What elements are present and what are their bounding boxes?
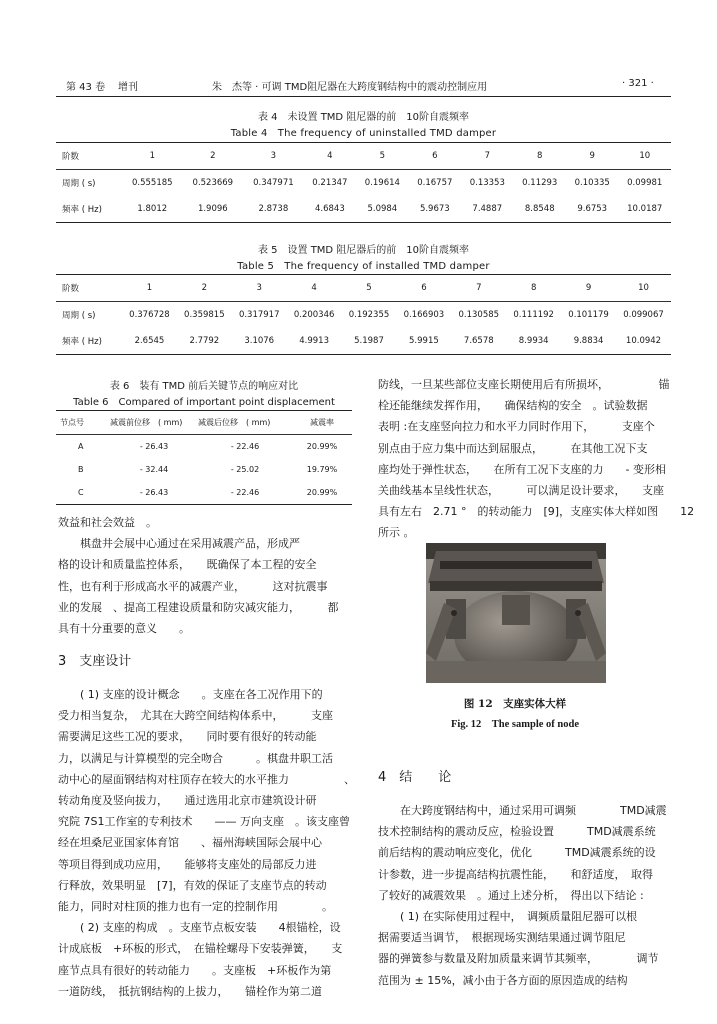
- table-cell: 4.6843: [315, 204, 345, 214]
- table5-header-row: [56, 275, 671, 302]
- table4-order: 10: [639, 151, 651, 161]
- table-row: [56, 302, 671, 329]
- header-rule: [56, 96, 671, 97]
- table-cell: A: [78, 442, 84, 451]
- table4-header-label: 阶数: [62, 152, 80, 162]
- table-cell: 8.9934: [518, 336, 549, 346]
- table-row: [56, 481, 352, 505]
- table5-order: 6: [421, 283, 427, 293]
- text-line: ( 2) 支座的构成 。支座节点板安装 4根锚栓，设: [58, 921, 341, 935]
- figure12-caption-en: Fig. 12 The sample of node: [450, 719, 580, 730]
- text-line: 效益和社会效益 。: [58, 516, 157, 529]
- table-cell: 9.8834: [573, 336, 604, 346]
- left-intro-paragraph: [58, 512, 339, 639]
- table4-order: 2: [210, 151, 216, 161]
- table-cell: 0.359815: [184, 310, 225, 320]
- text-line: 在大跨度钢结构中，通过采用可调频 TMD减震: [378, 804, 667, 817]
- table4-row-label: 周期 ( s): [62, 179, 96, 189]
- table-cell: 10.0942: [625, 336, 662, 346]
- text-line: ( 1) 支座的设计概念 。支座在各工况作用下的: [58, 688, 323, 701]
- text-line: 所示 。: [378, 526, 415, 540]
- text-line: 格的设计和质量监控体系， 既确保了本工程的安全: [58, 558, 317, 572]
- table5-order: 3: [256, 283, 262, 293]
- table5: [56, 275, 671, 355]
- text-line: 业的发展 、提高工程建设质量和防灾减灾能力， 都: [58, 600, 339, 614]
- table5-header-label: 阶数: [62, 284, 80, 294]
- table-cell: 2.8738: [258, 204, 289, 214]
- header-page-number: · 321 ·: [622, 78, 654, 89]
- support-node-image: [426, 543, 606, 683]
- table-cell: 0.21347: [312, 178, 348, 188]
- table4-order: 1: [149, 151, 155, 161]
- table-row: [56, 435, 352, 459]
- table-cell: B: [78, 465, 84, 474]
- table6: [56, 411, 352, 505]
- text-line: 表明 :在支座竖向拉力和水平力同时作用下， 支座个: [378, 420, 655, 434]
- table-cell: 0.16757: [417, 178, 453, 188]
- table4-order: 5: [379, 151, 386, 161]
- table4-order: 6: [432, 151, 438, 161]
- text-line: 需要满足这些工况的要求， 同时要有很好的转动能: [58, 730, 317, 744]
- table-row: [56, 196, 671, 223]
- text-line: 受力相当复杂， 尤其在大跨空间结构体系中， 支座: [58, 709, 333, 723]
- table-cell: 0.11293: [522, 178, 558, 188]
- header-volume: 第 43 卷: [66, 82, 106, 93]
- table-cell: 7.6578: [463, 336, 494, 346]
- table-row: [56, 170, 671, 197]
- table4-order: 4: [327, 151, 333, 161]
- support-node-photo: [426, 543, 606, 683]
- table-cell: - 25.02: [230, 465, 260, 474]
- text-line: 能力，同时对柱顶的推力也有一定的控制作用 。: [58, 900, 333, 914]
- table-cell: 0.192355: [348, 310, 390, 320]
- text-line: 据需要适当调节， 根据现场实测结果通过调节阻尼: [378, 931, 626, 945]
- table-cell: 0.099067: [623, 310, 664, 320]
- text-line: 等项目得到成功应用， 能够将支座处的局部反力进: [58, 857, 317, 871]
- table4-order: 3: [270, 151, 277, 161]
- section-4-heading: 4 结 论: [378, 770, 452, 785]
- table5-order: 5: [366, 283, 372, 293]
- text-line: 范围为 ± 15%，减小由于各方面的原因造成的结构: [378, 973, 628, 987]
- table-cell: 10.0187: [627, 204, 663, 214]
- figure12-caption-cn: 图 12 支座实体大样: [463, 698, 567, 710]
- table-cell: 20.99%: [306, 442, 338, 451]
- table-cell: 7.4887: [472, 204, 503, 214]
- table-cell: 3.1076: [244, 336, 275, 346]
- table-cell: - 22.46: [230, 442, 260, 451]
- table-cell: - 26.43: [139, 488, 169, 497]
- table-cell: 1.8012: [137, 204, 168, 214]
- table5-order: 2: [201, 283, 208, 293]
- table-cell: 5.9915: [409, 336, 439, 346]
- table-cell: 8.8548: [524, 204, 555, 214]
- table-cell: 9.6753: [577, 204, 608, 214]
- table-cell: 5.1987: [354, 336, 384, 346]
- right-top-paragraph: [378, 374, 694, 544]
- table-cell: 0.130585: [458, 310, 500, 320]
- table6-header: 减震后位移 ( mm): [198, 418, 271, 427]
- table-cell: 0.10335: [574, 178, 610, 188]
- text-line: 前后结构的震动响应变化，优化 TMD减震系统的设: [378, 846, 656, 860]
- table-cell: 4.9913: [299, 336, 329, 346]
- table-cell: 0.317917: [238, 310, 280, 320]
- text-line: 力，以满足与计算模型的完全吻合 。棋盘井职工活: [58, 751, 333, 765]
- text-line: 计参数，进一步提高结构抗震性能， 和舒适度， 取得: [378, 867, 653, 881]
- table4: [56, 143, 671, 223]
- table-cell: 1.9096: [197, 204, 228, 214]
- table-cell: 5.9673: [419, 204, 450, 214]
- table6-header: 减震前位移 ( mm): [110, 418, 183, 427]
- text-line: 栓还能继续发挥作用， 确保结构的安全 。试验数据: [378, 399, 648, 413]
- text-line: 转动角度及竖向拔力， 通过选用北京市建筑设计研: [58, 794, 317, 808]
- text-line: 器的弹簧参与数量及附加质量来调节其频率， 调节: [378, 952, 659, 966]
- table-cell: 0.101179: [568, 310, 609, 320]
- text-line: 具有十分重要的意义 。: [58, 622, 190, 636]
- table6-caption-en: Table 6 Compared of important point displacement: [73, 397, 335, 408]
- table-cell: 0.111192: [513, 310, 554, 320]
- text-line: 具有左右 2.71 ° 的转动能力 [9]，支座实体大样如图 12: [378, 505, 695, 519]
- text-line: 别点由于应力集中而达到屈服点， 在其他工况下支: [378, 441, 648, 455]
- section-4-body: [378, 800, 667, 991]
- table5-order: 7: [476, 283, 482, 293]
- table-cell: 0.166903: [403, 310, 445, 320]
- table-row: [56, 458, 352, 481]
- text-line: 棋盘井会展中心通过在采用减震产品，形成严: [58, 537, 300, 551]
- header-issue: 增刊: [118, 82, 138, 93]
- text-line: 究院 7S1工作室的专利技术 —— 万向支座 。该支座曾: [58, 815, 350, 829]
- table-cell: - 22.46: [230, 488, 260, 497]
- table5-order: 1: [146, 283, 153, 293]
- text-line: 防线，一旦某些部位支座长期使用后有所损坏， 锚: [378, 378, 670, 391]
- text-line: 动中心的屋面钢结构对柱顶存在较大的水平推力 、: [58, 772, 355, 786]
- table-cell: 2.6545: [134, 336, 165, 346]
- table5-order: 9: [585, 283, 592, 293]
- table-cell: 0.13353: [469, 178, 505, 188]
- text-line: 关曲线基本呈线性状态， 可以满足设计要求， 支座: [378, 484, 664, 498]
- header-title: 朱 杰等 · 可调 TMD阻尼器在大跨度钢结构中的震动控制应用: [212, 82, 488, 93]
- table-cell: 2.7792: [189, 336, 220, 346]
- text-line: 了较好的减震效果 。通过上述分析， 得出以下结论 :: [378, 888, 644, 902]
- table4-order: 9: [589, 151, 595, 161]
- table-cell: 0.347971: [253, 178, 294, 188]
- table-cell: 0.376728: [129, 310, 170, 320]
- table4-row-label: 频率 ( Hz): [62, 205, 102, 215]
- text-line: 行释放，效果明显 [7]，有效的保证了支座节点的转动: [58, 878, 327, 892]
- table6-header: 节点号: [60, 418, 84, 427]
- table-cell: 0.09981: [627, 178, 663, 188]
- table-cell: - 26.43: [139, 442, 169, 451]
- table4-caption-en: Table 4 The frequency of uninstalled TMD damper: [230, 128, 497, 139]
- table-row: [56, 328, 671, 355]
- table5-row-label: 周期 ( s): [62, 311, 96, 321]
- text-line: 座均处于弹性状态， 在所有工况下支座的力 - 变形相: [378, 462, 666, 476]
- table5-caption-cn: 表 5 设置 TMD 阻尼器后的前 10阶自震频率: [257, 245, 470, 256]
- table-cell: - 32.44: [139, 465, 169, 474]
- table5-row-label: 频率 ( Hz): [62, 337, 102, 347]
- table-cell: 0.555185: [131, 178, 173, 188]
- text-line: 计成底板 +环板的形式， 在锚栓螺母下安装弹簧， 支: [58, 942, 343, 956]
- text-line: 一道防线， 抵抗钢结构的上拔力， 锚栓作为第二道: [58, 984, 322, 998]
- table4-header-row: [56, 143, 671, 170]
- table-cell: 0.523669: [192, 178, 234, 188]
- table-cell: 5.0984: [367, 204, 398, 214]
- text-line: 座节点具有很好的转动能力 。支座板 +环板作为第: [58, 963, 332, 977]
- table5-order: 4: [311, 283, 317, 293]
- table-cell: C: [78, 488, 84, 497]
- table6-header: 减震率: [310, 418, 334, 427]
- table-cell: 0.19614: [364, 178, 400, 188]
- table4-caption-cn: 表 4 未设置 TMD 阻尼器的前 10阶自震频率: [257, 112, 470, 123]
- table-cell: 19.79%: [306, 465, 338, 474]
- text-line: 技术控制结构的震动反应，检验设置 TMD减震系统: [378, 825, 656, 839]
- table-cell: 20.99%: [306, 488, 338, 497]
- table4-order: 7: [484, 151, 490, 161]
- table-cell: 0.200346: [293, 310, 335, 320]
- text-line: 性，也有利于形成高水平的减震产业， 这对抗震事: [58, 579, 328, 593]
- table6-caption-cn: 表 6 装有 TMD 前后关键节点的响应对比: [109, 381, 299, 392]
- section-3-heading: 3 支座设计: [58, 654, 132, 669]
- table5-order: 10: [638, 283, 649, 293]
- table5-caption-en: Table 5 The frequency of installed TMD damper: [237, 261, 490, 272]
- section-3-body: [58, 684, 355, 1002]
- table4-order: 8: [537, 151, 543, 161]
- table6-header-row: [56, 411, 352, 435]
- text-line: ( 1) 在实际使用过程中， 调频质量阻尼器可以根: [378, 910, 638, 924]
- table5-order: 8: [530, 283, 537, 293]
- text-line: 经在坦桑尼亚国家体育馆 、福州海峡国际会展中心: [58, 836, 322, 850]
